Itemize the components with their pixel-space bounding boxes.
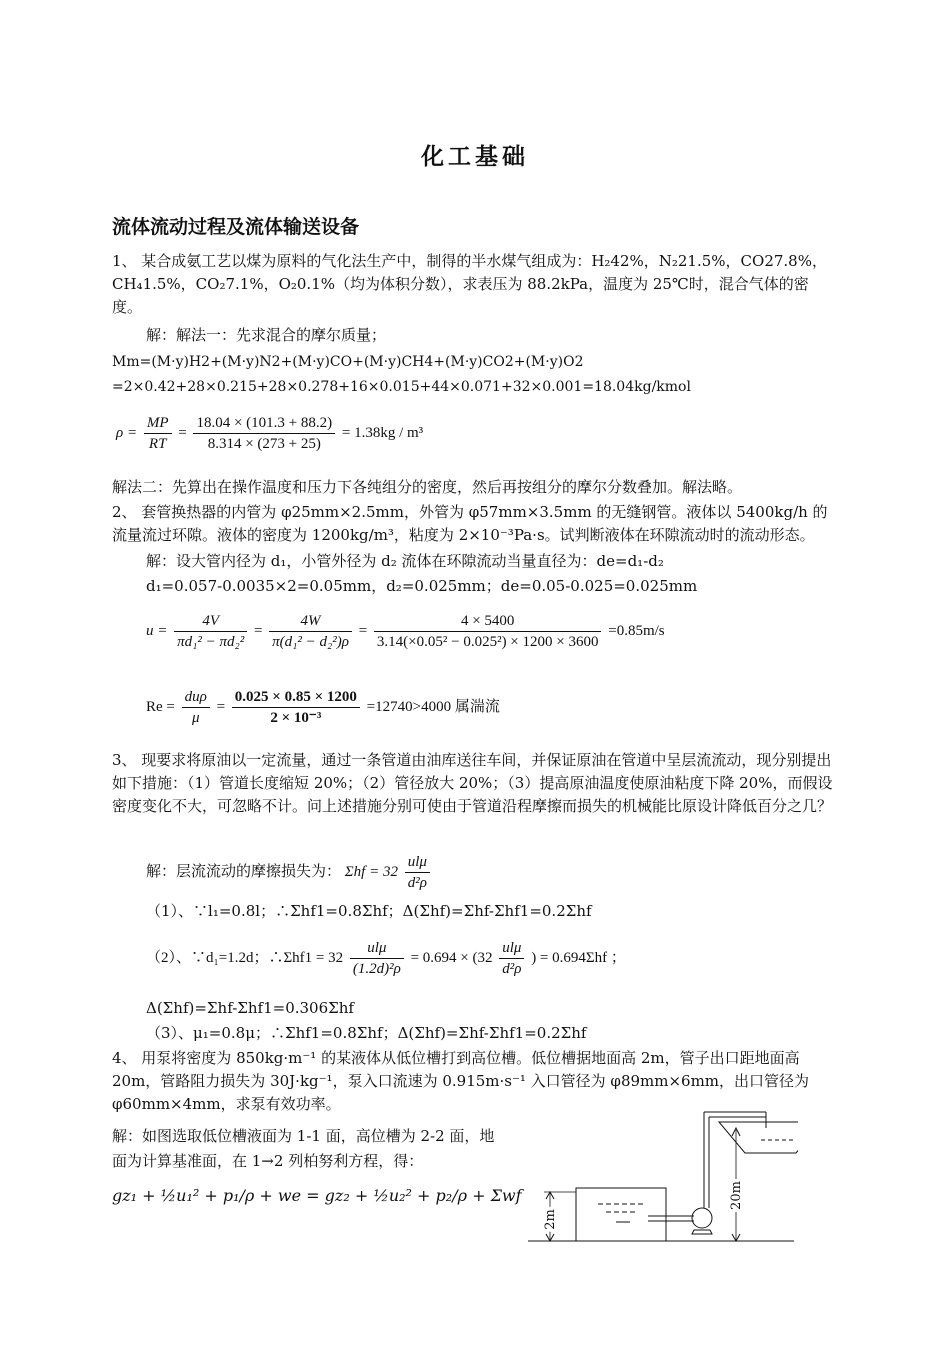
problem-1-molar-mass-formula: Mm=(M·y)H2+(M·y)N2+(M·y)CO+(M·y)CH4+(M·y)CO2+(M·y)O2 — [112, 354, 584, 370]
problem-2-solution-1: 解：设大管内径为 d₁，小管外径为 d₂ 流体在环隙流动当量直径为：de=d₁-d₂ — [146, 552, 664, 570]
problem-1-solution-intro: 解：解法一：先求混合的摩尔质量； — [146, 326, 387, 344]
re-frac-1: $\frac{\text{duρ}}{\mu}$ — [182, 687, 210, 728]
u-frac-3: $\frac{4 \times 5400}{\text{3.14(×0.05² − 0.025²) × 1200 × 3600}}$ — [374, 611, 602, 652]
problem-1-density-equation: ρ = $\frac{MP}{RT}$ = $\frac{18.04 \times (101.3 + 88.2)}{8.314 \times (273 + 25)}$ = 1.38kg / m³ — [116, 415, 424, 452]
u-result: =0.85m/s — [608, 622, 665, 639]
pump-system-diagram — [528, 1098, 798, 1248]
case2-frac-1: $\frac{\text{ulμ}}{\text{(1.2d)²ρ}}$ — [350, 938, 404, 979]
problem-3-case-1: （1）、∵l₁=0.8l；∴Σhf1=0.8Σhf；Δ(Σhf)=Σhf-Σhf1=0.2Σhf — [146, 902, 592, 920]
pump-icon — [692, 1208, 712, 1228]
problem-4-bernoulli-equation: gz₁ + ½u₁² + p₁/ρ + we = gz₂ + ½u₂² + p₂/ρ + Σwf — [112, 1186, 522, 1205]
problem-2-solution-2: d₁=0.057-0.0035×2=0.05mm，d₂=0.025mm；de=0.05-0.025=0.025mm — [146, 577, 698, 595]
problem-4-question: 4、 用泵将密度为 850kg·m⁻¹ 的某液体从低位槽打到高位槽。低位槽据地面高 2m，管子出口距地面高 20m，管路阻力损失为 30J·kg⁻¹，泵入口流速为 0.915m·s⁻¹ 入口管径为 φ89mm×6mm，出口管径为 φ60mm×4mm，求泵有效功率。 — [112, 1049, 810, 1113]
rho-result: = 1.38kg / m³ — [341, 424, 424, 441]
problem-3-case-3: （3）、μ₁=0.8μ；∴Σhf1=0.8Σhf；Δ(Σhf)=Σhf-Σhf1=0.2Σhf — [146, 1024, 587, 1042]
rho-lhs: ρ = — [116, 424, 138, 441]
u-frac-1: $\frac{4V}{\text{πd₁² − πd₂²}}$ — [174, 611, 247, 652]
re-result: =12740>4000 属湍流 — [366, 698, 500, 715]
section-heading: 流体流动过程及流体输送设备 — [112, 216, 360, 238]
problem-3-friction-loss: 解：层流流动的摩擦损失为： Σhf = 32 $\frac{\text{ulμ}}{\text{d²ρ}}$ — [146, 852, 433, 893]
label-20m: 20m — [728, 1181, 744, 1210]
low-tank — [576, 1188, 666, 1241]
hf-frac: $\frac{\text{ulμ}}{\text{d²ρ}}$ — [405, 852, 430, 893]
problem-2-velocity-equation: u = $\frac{4V}{\text{πd₁² − πd₂²}}$ = $\frac{4W}{\text{π(d₁² − d₂²)ρ}}$ = $\frac{4 \times 5400}{\text{3.14(×0.05² − 0.025²) × 1200 × 3600}}$ =0.85m/s — [146, 613, 665, 650]
problem-4-solution-2: 面为计算基准面，在 1→2 列柏努利方程，得： — [112, 1152, 424, 1170]
problem-1-molar-mass-calc: =2×0.42+28×0.215+28×0.278+16×0.015+44×0.071+32×0.001=18.04kg/kmol — [112, 379, 691, 395]
problem-4-solution-1: 解：如图选取低位槽液面为 1-1 面，高位槽为 2-2 面，地 — [112, 1127, 495, 1145]
problem-2-question: 2、 套管换热器的内管为 φ25mm×2.5mm，外管为 φ57mm×3.5mm 的无缝钢管。液体以 5400kg/h 的流量流过环隙。液体的密度为 1200kg/m³，粘度为 2×10⁻³Pa·s。试判断液体在环隙流动时的流动形态。 — [112, 503, 828, 544]
u-frac-2: $\frac{4W}{\text{π(d₁² − d₂²)ρ}}$ — [269, 611, 352, 652]
case2-frac-2: $\frac{\text{ulμ}}{\text{d²ρ}}$ — [499, 938, 524, 979]
problem-3-question: 3、 现要求将原油以一定流量，通过一条管道由油库送往车间，并保证原油在管道中呈层流流动，现分别提出如下措施：（1）管道长度缩短 20%；（2）管径放大 20%；（3）提高原油温度使原油粘度下降 20%，而假设密度变化不大，可忽略不计。问上述措施分别可使由于管道沿程摩擦而损失的机械能比原设计降低百分之几？ — [112, 751, 833, 815]
problem-2-reynolds-equation: Re = $\frac{\text{duρ}}{\mu}$ = $\frac{0.025 \times 0.85 \times 1200}{\text{2 × 10⁻³}}$ =12740>4000 属湍流 — [146, 689, 500, 726]
re-frac-2: $\frac{0.025 \times 0.85 \times 1200}{\text{2 × 10⁻³}}$ — [232, 687, 360, 728]
high-tank — [719, 1122, 798, 1153]
problem-3-case-2: （2）、∵d₁=1.2d；∴Σhf1 = 32 $\frac{\text{ulμ}}{\text{(1.2d)²ρ}}$ = 0.694 × (32 $\frac{\text{ulμ}}{\text{d²ρ}}$ ) = 0.694Σhf ； — [146, 940, 626, 977]
problem-3-case-2-delta: Δ(Σhf)=Σhf-Σhf1=0.306Σhf — [146, 999, 354, 1017]
label-2m: 2m — [542, 1209, 558, 1230]
rho-frac-2: $\frac{18.04 \times (101.3 + 88.2)}{8.314 \times (273 + 25)}$ — [193, 413, 335, 454]
document-title: 化工基础 — [421, 143, 529, 170]
problem-1-method-2: 解法二：先算出在操作温度和压力下各纯组分的密度，然后再按组分的摩尔分数叠加。解法略。 — [112, 478, 743, 496]
problem-1-question: 1、 某合成氨工艺以煤为原料的气化法生产中，制得的半水煤气组成为：H₂42%，N₂21.5%，CO27.8%，CH₄1.5%，CO₂7.1%，O₂0.1%（均为体积分数），求表压为 88.2kPa，温度为 25℃时，混合气体的密度。 — [112, 252, 827, 316]
rho-frac-1: $\frac{MP}{RT}$ — [144, 413, 172, 454]
